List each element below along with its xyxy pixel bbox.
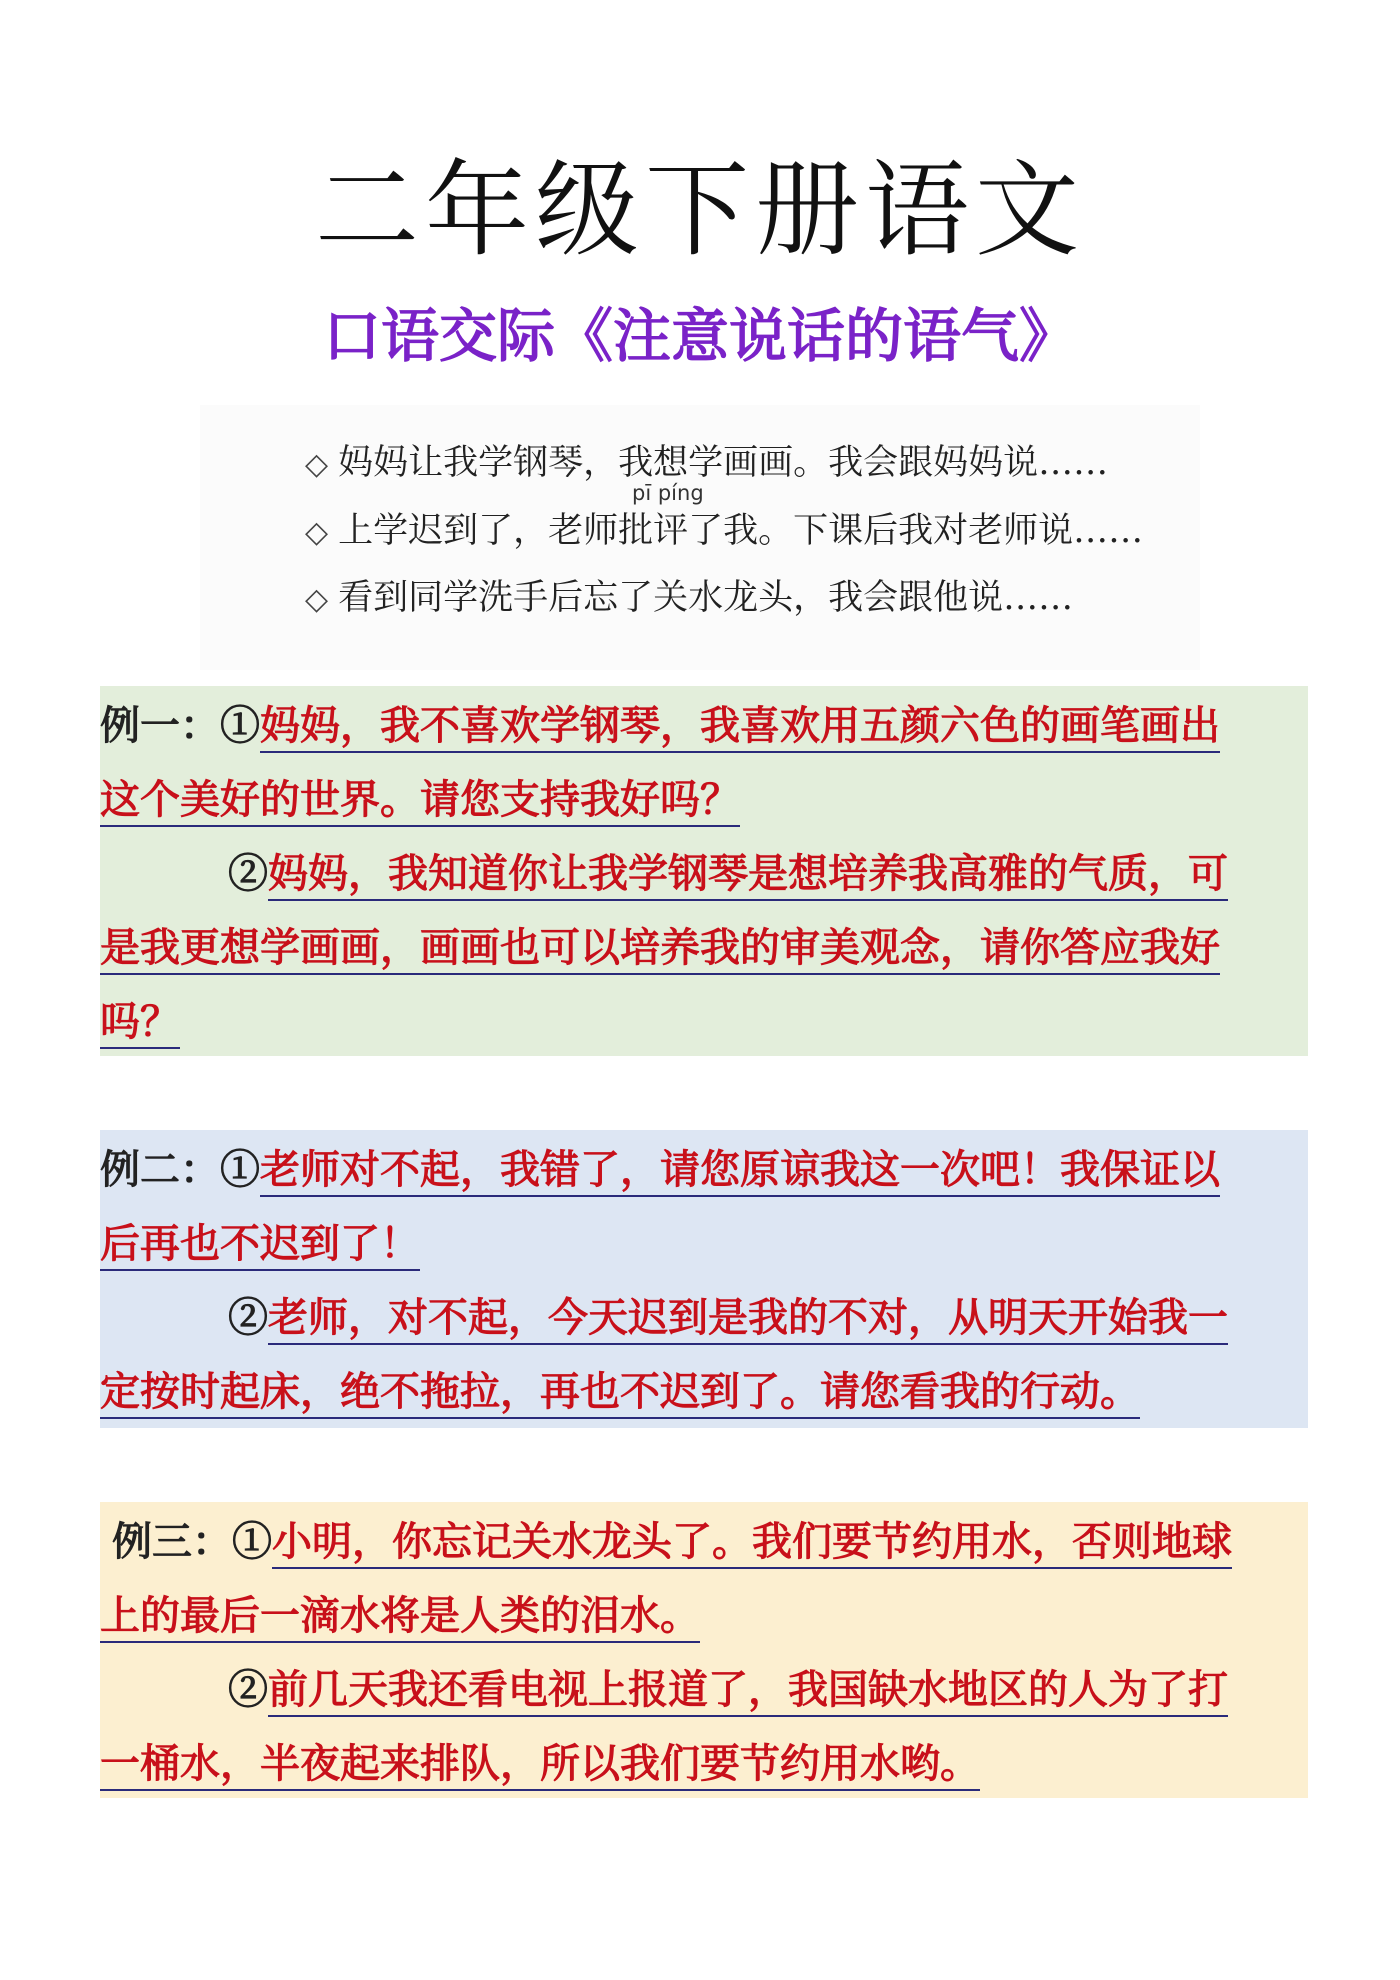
example-label: 例二：① [100, 1146, 260, 1193]
answer-text: 妈妈，我知道你让我学钢琴是想培养我高雅的气质，可 [268, 850, 1228, 901]
example-line [100, 1736, 980, 1792]
answer-text: 前几天我还看电视上报道了，我国缺水地区的人为了打 [268, 1666, 1228, 1717]
answer-text: 这个美好的世界。请您支持我好吗？ [100, 776, 740, 827]
page-title: 二年级下册语文 [314, 149, 1085, 271]
example-line [100, 1364, 1140, 1420]
answer-text: 吗？ [100, 998, 180, 1049]
answer-text: 小明，你忘记关水龙头了。我们要节约用水，否则地球 [272, 1518, 1232, 1569]
example-line [100, 1142, 1220, 1198]
prompt-item [305, 435, 1108, 485]
prompt-text: 看到同学洗手后忘了关水龙头，我会跟他说…… [338, 578, 1074, 618]
answer-text: 妈妈，我不喜欢学钢琴，我喜欢用五颜六色的画笔画出 [260, 702, 1220, 753]
answer-text: 老师对不起，我错了，请您原谅我这一次吧！我保证以 [260, 1146, 1220, 1197]
example-one-block [100, 686, 1308, 1056]
answer-text: 定按时起床，绝不拖拉，再也不迟到了。请您看我的行动。 [100, 1368, 1140, 1419]
answer-text: 一桶水，半夜起来排队，所以我们要节约用水哟。 [100, 1740, 980, 1791]
prompt-text: 上学迟到了，老师批评了我。下课后我对老师说…… [338, 511, 1144, 551]
prompt-item [305, 570, 1073, 620]
example-line [100, 772, 740, 828]
answer-text: 是我更想学画画，画画也可以培养我的审美观念，请你答应我好 [100, 924, 1220, 975]
answer-text: 上的最后一滴水将是人类的泪水。 [100, 1592, 700, 1643]
example-line [228, 1290, 1228, 1346]
example-line [112, 1514, 1232, 1570]
example-marker: ② [228, 850, 268, 897]
prompt-text: 妈妈让我学钢琴，我想学画画。我会跟妈妈说…… [338, 443, 1109, 483]
example-line [100, 698, 1220, 754]
example-label: 例一：① [100, 702, 260, 749]
example-marker: ② [228, 1294, 268, 1341]
example-line [100, 920, 1220, 976]
example-label: 例三：① [112, 1518, 272, 1565]
answer-text: 老师，对不起，今天迟到是我的不对，从明天开始我一 [268, 1294, 1228, 1345]
pinyin-annotation: pī píng [632, 481, 704, 505]
example-line [100, 994, 180, 1050]
example-marker: ② [228, 1666, 268, 1713]
answer-text: 后再也不迟到了！ [100, 1220, 420, 1271]
example-line [228, 846, 1228, 902]
diamond-bullet-icon: ◇ [305, 515, 329, 550]
prompt-box [200, 405, 1200, 670]
diamond-bullet-icon: ◇ [305, 582, 329, 617]
example-line [228, 1662, 1228, 1718]
example-two-block [100, 1130, 1308, 1428]
example-three-block [100, 1502, 1308, 1798]
diamond-bullet-icon: ◇ [305, 447, 329, 482]
example-line [100, 1588, 700, 1644]
page-subtitle: 口语交际《注意说话的语气》 [322, 302, 1077, 370]
prompt-item [305, 503, 1143, 553]
example-line [100, 1216, 420, 1272]
